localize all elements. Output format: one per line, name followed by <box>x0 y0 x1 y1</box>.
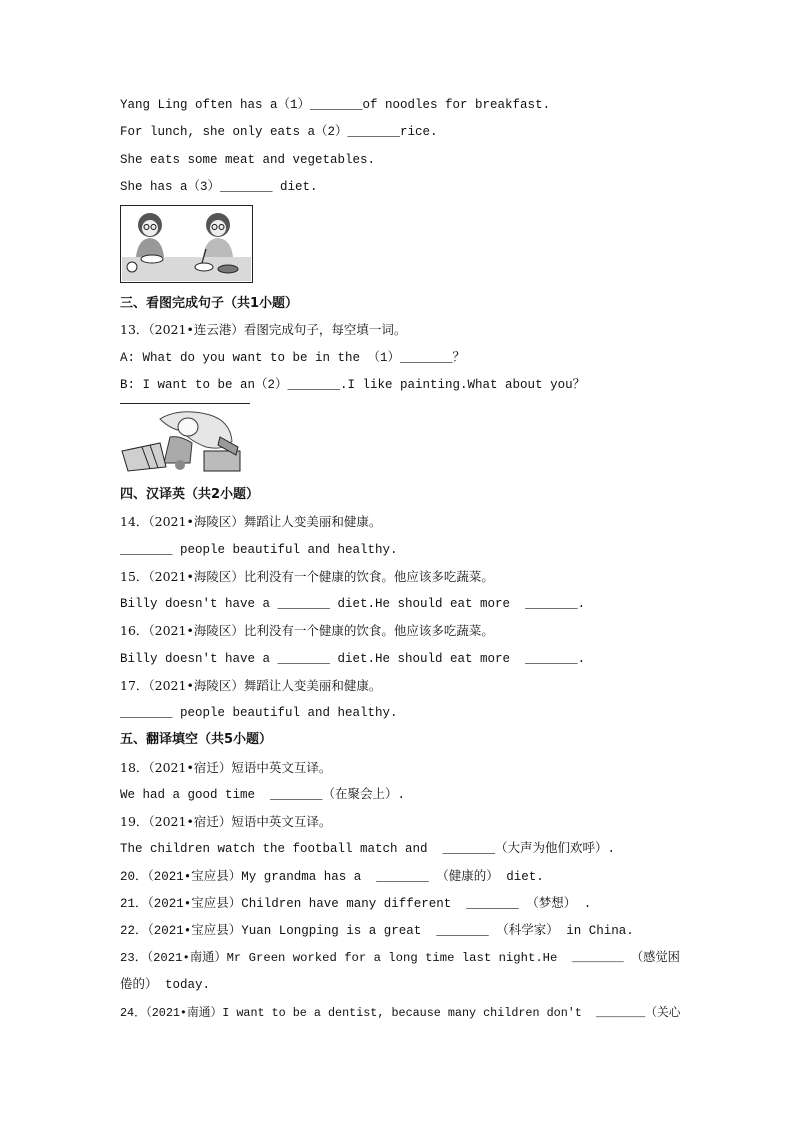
q12-line-1: Yang Ling often has a（1）_______of noodles for breakfast. <box>120 98 551 112</box>
q15-answer-line: Billy doesn't have a _______ diet.He should eat more _______. <box>120 597 586 611</box>
q12-line-2: For lunch, she only eats a（2）_______rice. <box>120 125 438 139</box>
q19-prompt: 19．（2021•宿迁）短语中英文互译。 <box>120 814 332 829</box>
q13-line-a: A: What do you want to be in the （1）_______？ <box>120 351 466 365</box>
girls-eating-illustration <box>120 205 253 283</box>
section-3-heading: 三、看图完成句子（共1小题） <box>120 296 299 311</box>
q13-line-b: B: I want to be an（2）_______.I like painting.What about you？ <box>120 378 586 392</box>
divider-rule <box>120 403 250 404</box>
painting-illustration <box>120 407 242 473</box>
q22-line: 22．（2021•宝应县）Yuan Longping is a great _______ （科学家） in China. <box>120 924 634 938</box>
q17-answer-line: _______ people beautiful and healthy. <box>120 706 398 720</box>
q19-answer-line: The children watch the football match and _______（大声为他们欢呼）. <box>120 842 616 856</box>
q18-answer-line: We had a good time _______（在聚会上）. <box>120 788 406 802</box>
q23-line-1: 23．（2021•南通）Mr Green worked for a long time last night.He _______ （感觉困 <box>120 951 680 965</box>
q17-prompt: 17．（2021•海陵区）舞蹈让人变美丽和健康。 <box>120 678 382 693</box>
q24-line: 24．（2021•南通）I want to be a dentist, because many children don't _______（关心 <box>120 1006 681 1020</box>
q18-prompt: 18．（2021•宿迁）短语中英文互译。 <box>120 760 332 775</box>
q14-prompt: 14．（2021•海陵区）舞蹈让人变美丽和健康。 <box>120 514 382 529</box>
q16-prompt: 16．（2021•海陵区）比利没有一个健康的饮食。他应该多吃蔬菜。 <box>120 623 494 638</box>
q15-prompt: 15．（2021•海陵区）比利没有一个健康的饮食。他应该多吃蔬菜。 <box>120 569 494 584</box>
q13-prompt: 13．（2021•连云港）看图完成句子，每空填一词。 <box>120 322 407 337</box>
q12-line-4: She has a（3）_______ diet. <box>120 180 318 194</box>
section-5-heading: 五、翻译填空（共5小题） <box>120 732 273 747</box>
q20-line: 20．（2021•宝应县）My grandma has a _______ （健康的） diet. <box>120 870 544 884</box>
q16-answer-line: Billy doesn't have a _______ diet.He should eat more _______. <box>120 652 586 666</box>
q23-line-2: 倦的） today. <box>120 978 211 992</box>
q21-line: 21．（2021•宝应县）Children have many different _______ （梦想） . <box>120 897 592 911</box>
section-4-heading: 四、汉译英（共2小题） <box>120 487 260 502</box>
q12-line-3: She eats some meat and vegetables. <box>120 153 376 167</box>
q14-answer-line: _______ people beautiful and healthy. <box>120 543 398 557</box>
